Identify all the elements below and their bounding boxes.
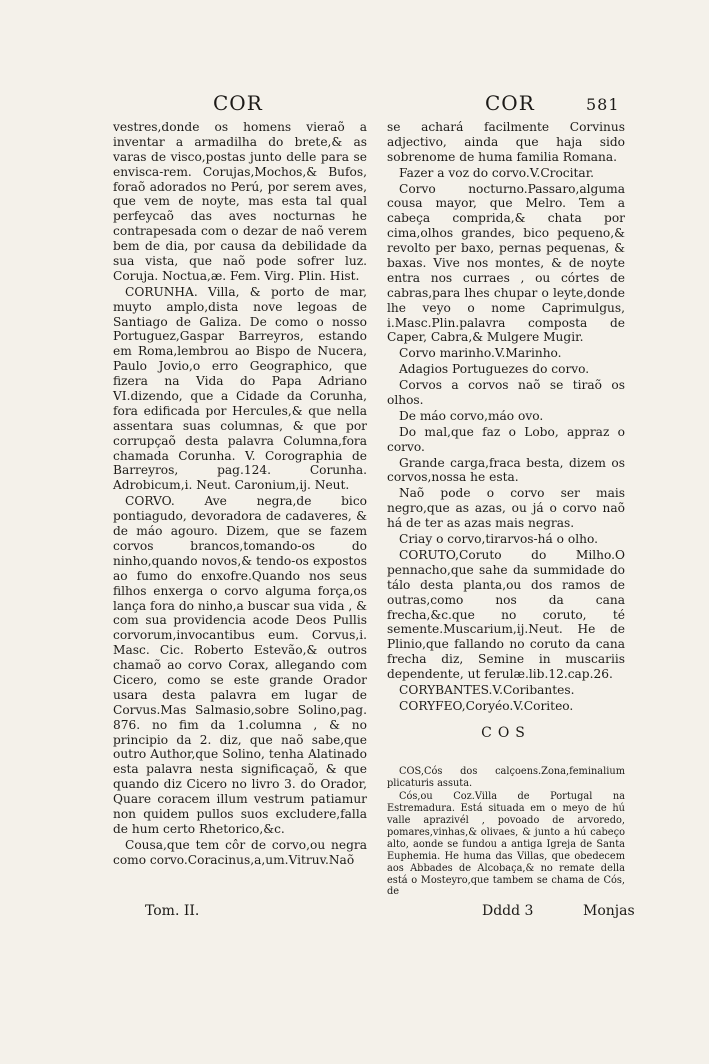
entry-cos: COS,Cós dos calçoens.Zona,feminalium plicaturis assuta. xyxy=(387,765,625,789)
entry-corybantes: CORYBANTES.V.Coribantes. xyxy=(399,682,575,697)
left-running-head: COR xyxy=(213,91,263,115)
entry-text: Corvo marinho.V.Marinho. xyxy=(399,346,562,361)
cos-section xyxy=(387,725,625,899)
entry-coryfeo: CORYFEO,Coryéo.V.Coriteo. xyxy=(399,698,574,713)
signature-mark: Dddd 3 xyxy=(482,903,534,919)
entry-text: Fazer a voz do corvo.V.Crocitar. xyxy=(399,165,595,180)
adage: Naõ pode o corvo ser mais negro,que as azas, ou já o corvo naõ há de ter as azas mais negras. xyxy=(387,486,625,531)
adagios-heading: Adagios Portuguezes do corvo. xyxy=(399,362,590,377)
entry-text: se achará facilmente Corvinus adjectivo, ainda que haja sido sobrenome de huma familia Romana. xyxy=(387,120,625,164)
volume-label: Tom. II. xyxy=(145,903,200,919)
adage: Criay o corvo,tirarvos-há o olho. xyxy=(399,532,598,547)
left-column xyxy=(113,120,367,869)
right-running-head: COR xyxy=(485,91,535,115)
section-title: COS xyxy=(481,725,531,741)
entry-corvo-nocturno: Corvo nocturno.Passaro,alguma cousa mayor, que Melro. Tem a cabeça comprida,& chata por cima,olhos grandes, bico pequeno,& revolto per baxo, pernas pequenas, & baxas. Vive nos montes, & de noyte entra nos curraes , ou córtes de cabras,para lhes chupar o leyte,donde lhe veyo o nome Caprimulgus, i.Masc.Plin.palavra composta de Caper, Cabra,& Mulgere Mugir. xyxy=(387,181,625,345)
entry-corvo: CORVO. Ave negra,de bico pontiagudo, devoradora de cadaveres, & de máo agouro. Dizem, que se fazem corvos brancos,tomando-os do ninho,quando novos,& tendo-os expostos ao fumo do enxofre.Quando nos seus filhos enxerga o corvo alguma força,os lança fora do ninho,a buscar sua vida , & com sua providencia acode Deos Pullis corvorum,invocantibus eum. Corvus,i. Masc. Cic. Roberto Estevão,& outros chamaõ ao corvo Corax, allegando com Cicero, como se este grande Orador usara desta palavra em lugar de Corvus.Mas Salmasio,sobre Solino,pag. 876. no fim da 1.columna , & no principio da 2. diz, que naõ sabe,que outro Author,que Solino, tenha Alatinado esta palavra nesta significaçaõ, & que quando diz Cicero no livro 3. do Orador, Quare coracem illum vestrum patiamur non quidem pullos suos excludere,falla de hum certo Rhetorico,&c. xyxy=(113,494,367,836)
entry-coruto: CORUTO,Coruto do Milho.O pennacho,que sahe da summidade do tálo desta planta,ou dos ramos de outras,como nos da cana frecha,&c.que no coruto, té semente.Muscarium,ij.Neut. He de Plinio,que fallando no coruto da cana frecha diz, Semine in muscariis dependente, ut ferulæ.lib.12.cap.26. xyxy=(387,547,625,682)
adage: Grande carga,fraca besta, dizem os corvos,nossa he esta. xyxy=(387,455,625,485)
right-column xyxy=(387,120,625,715)
entry-cos-villa: Cós,ou Coz.Villa de Portugal na Estremadura. Está situada em o meyo de hú valle aprazivél , povoado de arvoredo, pomares,vinhas,& olivaes, & junto a hú cabeço alto, aonde se fundou a antiga Igreja de Santa Euphemia. He huma das Villas, que obedecem aos Abbades de Alcobaça,& no remate della está o Mosteyro,que tambem se chama de Cós, de xyxy=(387,790,625,898)
entry-text: vestres,donde os homens vieraõ a inventar a armadilha do brete,& as varas de visco,postas junto delle para se envisca-rem. Corujas,Mochos,& Bufos, foraõ adorados no Perú, por serem aves, que vem de noyte, mas esta tal qual perfeycaõ das aves nocturnas he contrapesada com o dezar de naõ verem bem de dia, por causa da debilidade da sua vista, que naõ pode sofrer luz. Coruja. Noctua,æ. Fem. Virg. Plin. Hist. xyxy=(113,120,367,283)
adage: Do mal,que faz o Lobo, appraz o corvo. xyxy=(387,424,625,454)
adage: Corvos a corvos naõ se tiraõ os olhos. xyxy=(387,378,625,408)
adage: De máo corvo,máo ovo. xyxy=(399,408,544,423)
entry-cousa: Cousa,que tem côr de corvo,ou negra como corvo.Coracinus,a,um.Vitruv.Naõ xyxy=(113,837,367,867)
page-number: 581 xyxy=(586,95,620,114)
catchword: Monjas xyxy=(583,903,635,919)
entry-corunha: CORUNHA. Villa, & porto de mar, muyto amplo,dista nove legoas de Santiago de Galiza. De como o nosso Portuguez,Gaspar Barreyros, estando em Roma,lembrou ao Bispo de Nucera, Paulo Jovio,o erro Geographico, que fizera na Vida do Papa Adriano VI.dizendo, que a Cidade da Corunha, fora edificada por Hercules,& que nella assentara suas columnas, & que por corrupçaõ desta palavra Columna,fora chamada Corunha. V. Corographia de Barreyros, pag.124. Corunha. Adrobicum,i. Neut. Caronium,ij. Neut. xyxy=(113,284,367,493)
